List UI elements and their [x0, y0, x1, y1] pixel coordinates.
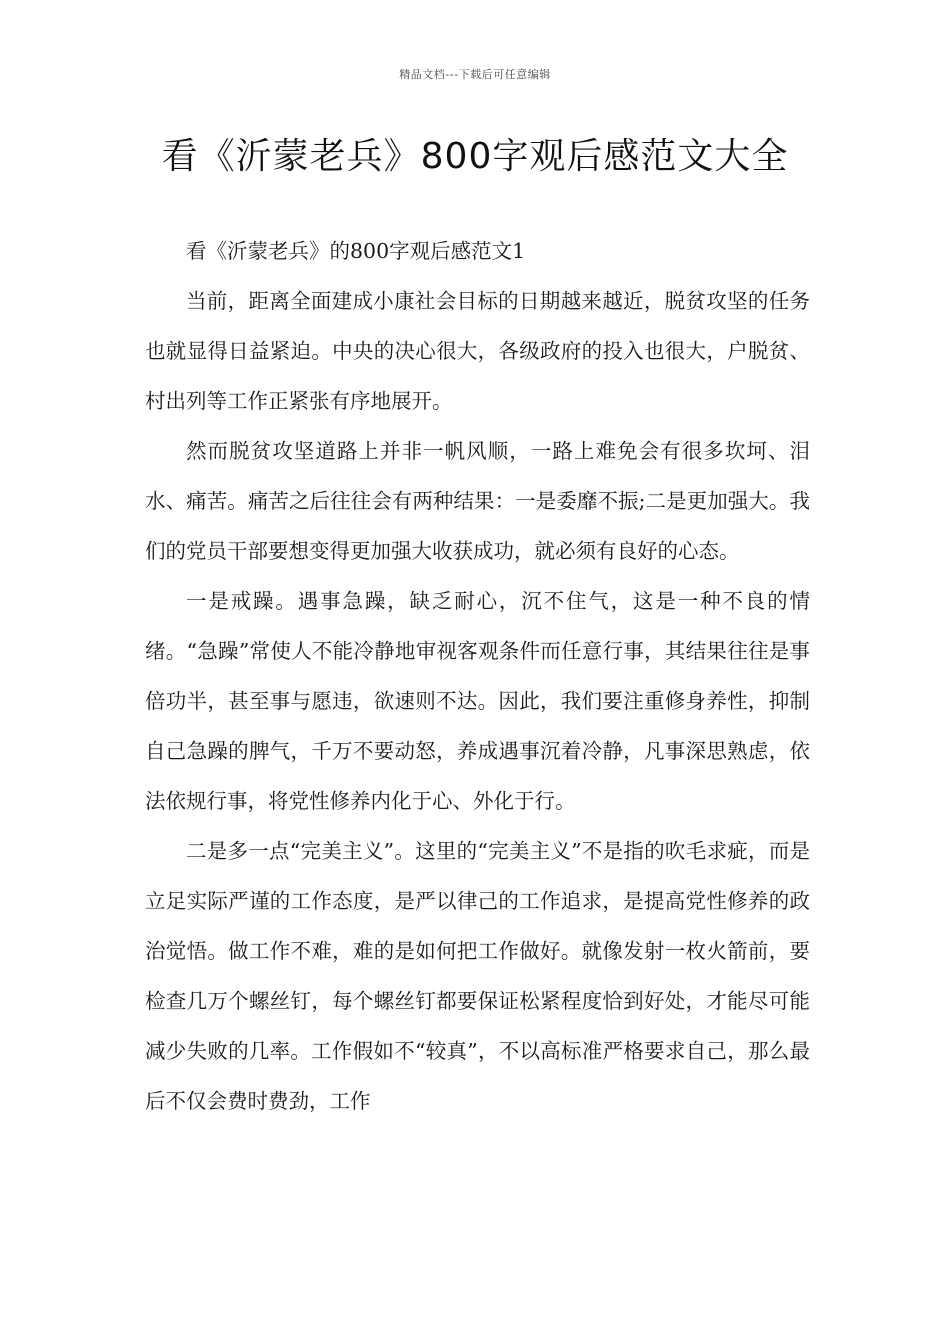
paragraph-4: 二是多一点“完美主义”。这里的“完美主义”不是指的吹毛求疵，而是立足实际严谨的工作态度，是严以律己的工作追求，是提高党性修养的政治觉悟。做工作不难，难的是如何把工作做好。就像发射一枚火箭前，要检查几万个螺丝钉，每个螺丝钉都要保证松紧程度恰到好处，才能尽可能减少失败的几率。工作假如不“较真”，不以高标准严格要求自己，那么最后不仅会费时费劲，工作: [145, 839, 810, 1113]
paragraph-3: 一是戒躁。遇事急躁，缺乏耐心，沉不住气，这是一种不良的情绪。“急躁”常使人不能冷静地审视客观条件而任意行事，其结果往往是事倍功半，甚至事与愿违，欲速则不达。因此，我们要注重修身养性，抑制自己急躁的脾气，千万不要动怒，养成遇事沉着冷静，凡事深思熟虑，依法依规行事，将党性修养内化于心、外化于行。: [145, 589, 810, 813]
header-note: 精品文档---下载后可任意编辑: [399, 68, 551, 81]
paragraph-2: 然而脱贫攻坚道路上并非一帆风顺，一路上难免会有很多坎坷、泪水、痛苦。痛苦之后往往会有两种结果：一是委靡不振;二是更加强大。我们的党员干部要想变得更加强大收获成功，就必须有良好的心态。: [145, 439, 810, 563]
document-body: [145, 226, 810, 1126]
section-heading: 看《沂蒙老兵》的800字观后感范文1: [186, 239, 526, 263]
paragraph-1: 当前，距离全面建成小康社会目标的日期越来越近，脱贫攻坚的任务也就显得日益紧迫。中央的决心很大，各级政府的投入也很大，户脱贫、村出列等工作正紧张有序地展开。: [145, 289, 810, 413]
document-title: 看《沂蒙老兵》800字观后感范文大全: [161, 136, 789, 177]
